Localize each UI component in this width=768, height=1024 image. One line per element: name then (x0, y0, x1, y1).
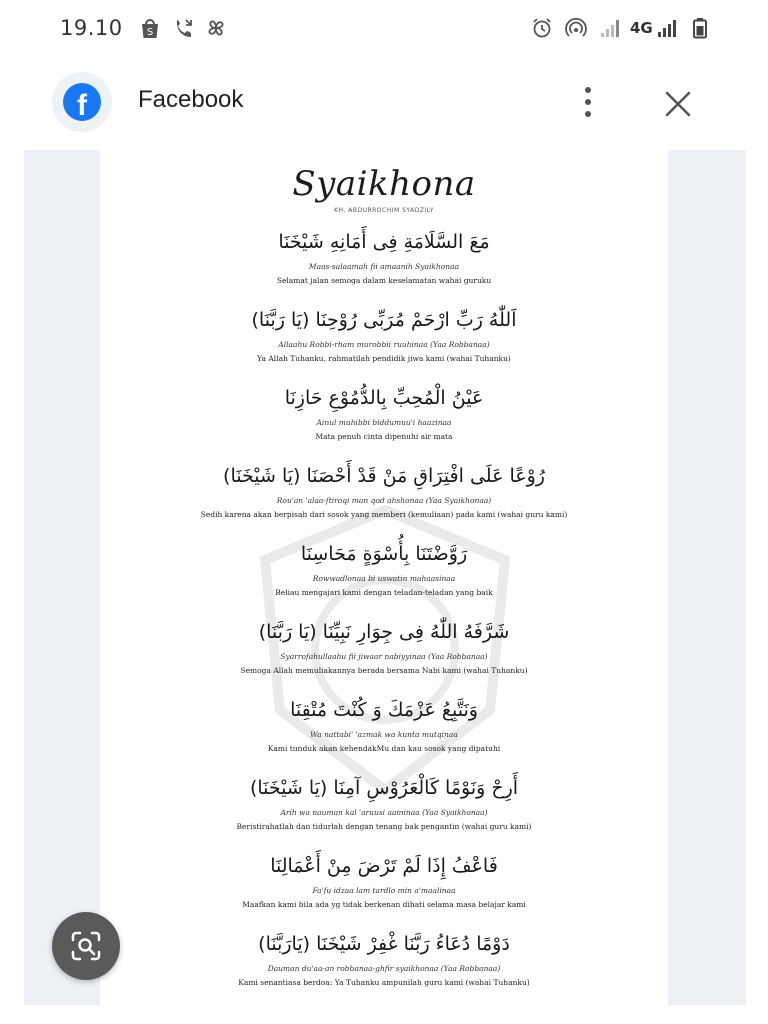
status-bar (0, 0, 768, 56)
verse-latin: Dauman du'aa-an robbanaa-ghfir syaikhonaa (Yaa Robbanaa) (267, 964, 501, 973)
verse-arabic: دَوْمًا دُعَاءُ رَبَّنَا غْفِرْ شَيْخَنَا (يَارَبَّنَا) (258, 933, 510, 955)
verse-block (100, 538, 668, 616)
battery-icon (688, 16, 712, 40)
verse-latin: Arih wa nauman kal 'aruusi aaminaa (Yaa Syaikhonaa) (280, 808, 488, 817)
lens-search-button[interactable] (52, 912, 120, 980)
facebook-logo-icon: f (52, 72, 112, 132)
svg-text:S: S (146, 27, 154, 38)
verse-latin: Syarrofahullaahu fii jiwaar nabiyyinaa (Yaa Robbanaa) (280, 652, 488, 661)
verse-latin: Wa nattabi' 'azmak wa kunta mutqinaa (310, 730, 458, 739)
verse-arabic: رَوَّضْتَنَا بِأُسْوَةٍ مَحَاسِنَا (300, 543, 468, 565)
verse-arabic: عَيْنُ الْمُحِبِّ بِالدُّمُوْعِ حَازِنَا (284, 387, 484, 409)
verse-block (100, 772, 668, 850)
app-title: Facebook (138, 86, 244, 113)
verse-latin: Maas-salaamah fii amaanih Syaikhonaa (308, 262, 460, 271)
pinwheel-icon (204, 16, 228, 40)
document-subtitle: KH. ABDURROCHIM SYADZILY (334, 207, 434, 214)
verse-arabic: أَرِحْ وَنَوْمًا كَالْعَرُوْسِ آمِنَا (يَا شَيْخَنَا) (249, 777, 519, 799)
verse-meaning: Beristirahatlah dan tidurlah dengan tenang bak pengantin (wahai guru kami) (236, 822, 532, 831)
more-vert-icon (585, 87, 591, 93)
image-viewer[interactable] (24, 150, 746, 1005)
verse-block (100, 850, 668, 928)
verse-meaning: Sedih karena akan berpisah dari sosok yang memberi (kemuliaan) pada kami (wahai guru kami) (200, 510, 568, 519)
shopee-bag-icon (138, 16, 162, 40)
verse-latin: Fa'fu idzaa lam tardlo min a'maalinaa (312, 886, 456, 895)
verse-arabic: اَللّٰهُ رَبِّ ارْحَمْ مُرَبِّى رُوْحِنَا (يَا رَبَّنَا) (251, 309, 517, 331)
verse-meaning: Ya Allah Tuhanku, rahmatilah pendidik jiwa kami (wahai Tuhanku) (257, 354, 511, 363)
verse-block (100, 226, 668, 304)
verse-meaning: Mata penuh cinta dipenuhi air mata (315, 432, 453, 441)
verse-meaning: Maafkan kami bila ada yg tidak berkenan dihati selama masa belajar kami (242, 900, 526, 909)
verse-block (100, 694, 668, 772)
verse-meaning: Kami tunduk akan kehendakMu dan kau sosok yang dipatuhi (267, 744, 501, 753)
verse-block (100, 616, 668, 694)
verse-latin: Rowwadlonaa bi uswatin mahaasinaa (312, 574, 456, 583)
verse-block (100, 460, 668, 538)
verse-meaning: Semoga Allah memuliakannya berada bersama Nabi kami (wahai Tuhanku) (240, 666, 528, 675)
verse-arabic: رُوْعًا عَلَى افْتِرَاقِ مَنْ قَدْ أَحْصَنَا (يَا شَيْخَنَا) (223, 465, 545, 487)
more-options-button[interactable] (570, 80, 606, 124)
verse-arabic: فَاعْفُ إِذَا لَمْ تَرْضَ مِنْ أَعْمَالِنَا (270, 855, 498, 877)
alarm-icon (530, 16, 554, 40)
verse-arabic: شَرَّفَهُ اللّٰهُ فِى جِوَارِ نَبِيِّنَا (يَا رَبَّنَا) (258, 621, 510, 643)
verse-latin: Rou'an 'alaa-ftiroqi man qod ahshonaa (Yaa Syaikhonaa) (276, 496, 492, 505)
document-image (100, 150, 668, 1005)
lens-search-icon (69, 929, 103, 963)
document-title: Syaikhona (292, 164, 476, 204)
signal-icon (656, 16, 680, 40)
verse-block (100, 382, 668, 460)
verse-block (100, 304, 668, 382)
verse-meaning: Beliau mengajari kami dengan teladan-teladan yang baik (275, 588, 493, 597)
verse-arabic: مَعَ السَّلَامَةِ فِى أَمَانِهِ شَيْخَنَا (278, 231, 490, 253)
missed-call-icon (172, 16, 196, 40)
verse-latin: Allaahu Robbi-rham murobbii ruuhinaa (Yaa Robbanaa) (278, 340, 490, 349)
signal-weak-icon (598, 16, 622, 40)
close-icon (663, 89, 693, 119)
verse-latin: Ainul muhibbi biddumuu'i haazinaa (316, 418, 452, 427)
verse-meaning: Kami senantiasa berdoa: Ya Tuhanku ampunilah guru kami (wahai Tuhanku) (238, 978, 530, 987)
verse-meaning: Selamat jalan semoga dalam keselamatan wahai guruku (276, 276, 492, 285)
verse-list (100, 226, 668, 1005)
network-type-label: 4G (630, 19, 653, 37)
close-button[interactable] (658, 84, 698, 124)
app-bar (0, 58, 768, 146)
verse-arabic: وَنَتَّبِعُ عَزْمَكَ وَ كُنْتَ مُتْقِنَا (290, 699, 478, 721)
status-time: 19.10 (60, 16, 123, 40)
verse-block (100, 928, 668, 1005)
hotspot-icon (564, 16, 588, 40)
